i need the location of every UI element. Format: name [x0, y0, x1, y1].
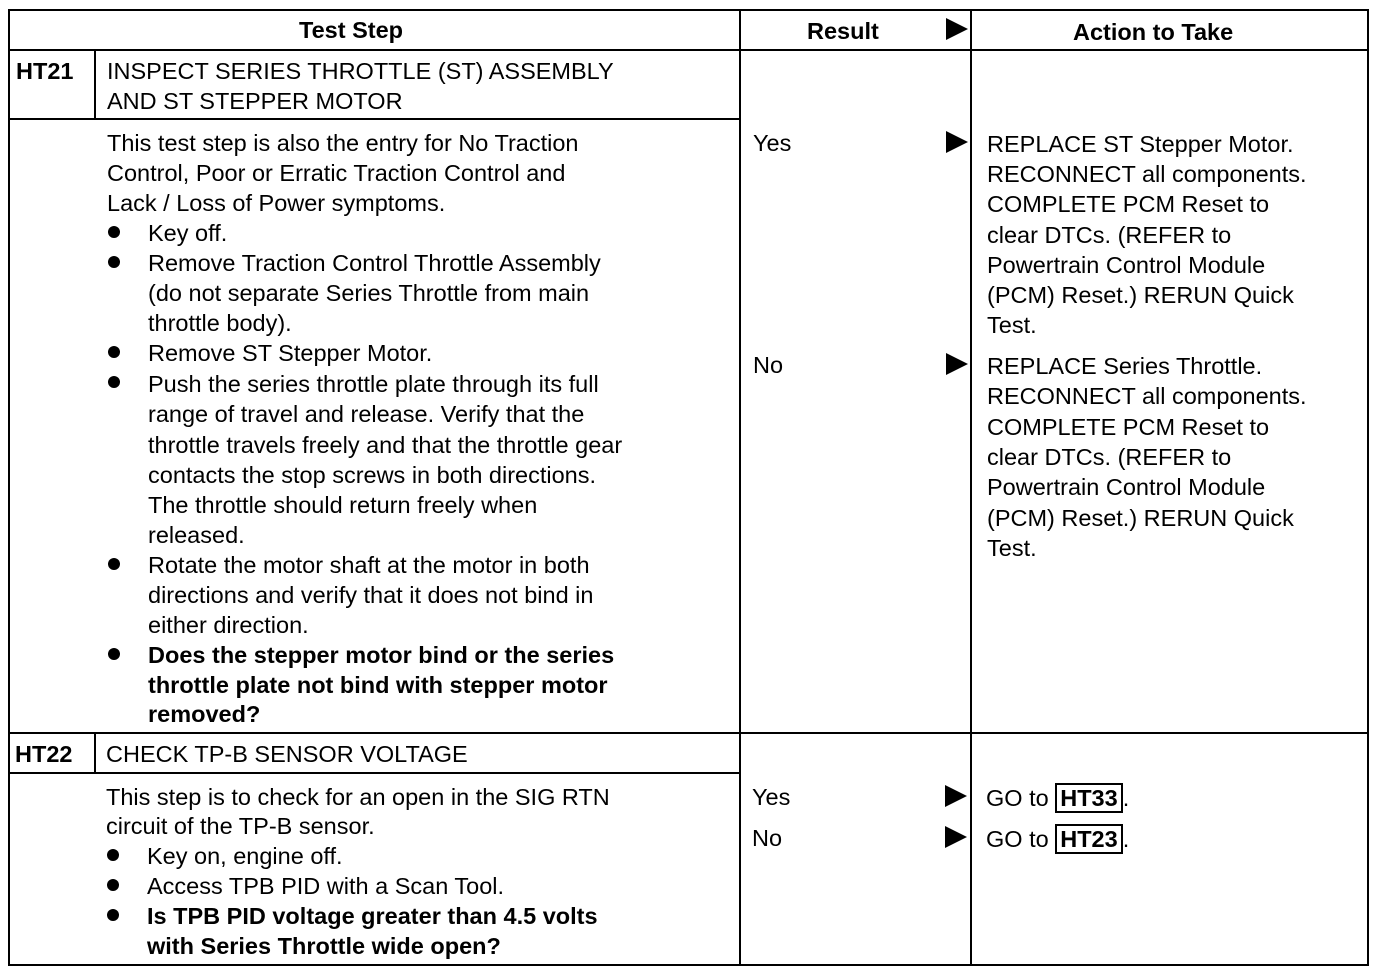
ht21-no-action-line-6: (PCM) Reset.) RERUN Quick: [987, 505, 1294, 531]
ht21-yes-action-line-1: REPLACE ST Stepper Motor.: [987, 131, 1294, 157]
rule-left: [8, 9, 10, 966]
link-ht33[interactable]: HT33: [1055, 783, 1122, 813]
ht21-bullet-4-line-2: range of travel and release. Verify that the: [148, 401, 585, 427]
ht21-question-line-3: removed?: [148, 701, 261, 727]
rule-result-left: [739, 9, 741, 966]
rule-header-bottom: [8, 49, 1369, 51]
ht21-no-action-line-7: Test.: [987, 535, 1037, 561]
ht21-bullet-2-line-1: Remove Traction Control Throttle Assembly: [148, 250, 601, 276]
ht21-yes-action-line-3: COMPLETE PCM Reset to: [987, 191, 1270, 217]
ht22-bullet-2-line-1: Access TPB PID with a Scan Tool.: [147, 873, 505, 899]
ht21-intro-line-2: Control, Poor or Erratic Traction Control and: [107, 160, 566, 186]
bullet-icon: [108, 226, 120, 238]
ht21-yes-action-line-6: (PCM) Reset.) RERUN Quick: [987, 282, 1294, 308]
header-arrow-icon: [946, 18, 968, 40]
rule-top: [8, 9, 1369, 11]
ht22-step-id: HT22: [15, 741, 73, 767]
ht21-yes-action-line-4: clear DTCs. (REFER to: [987, 222, 1232, 248]
ht22-intro-line-1: This step is to check for an open in the SIG RTN: [106, 784, 610, 810]
ht21-bullet-3-line-1: Remove ST Stepper Motor.: [148, 340, 433, 366]
bullet-icon: [108, 376, 120, 388]
rule-ht21-bottom: [8, 732, 1369, 734]
ht21-bullet-5-line-1: Rotate the motor shaft at the motor in both: [148, 552, 590, 578]
ht21-no-action-line-5: Powertrain Control Module: [987, 474, 1266, 500]
ht22-title: CHECK TP-B SENSOR VOLTAGE: [106, 741, 468, 767]
ht21-no-action-line-2: RECONNECT all components.: [987, 383, 1307, 409]
ht21-result-no: No: [753, 352, 784, 378]
ht21-no-action-line-3: COMPLETE PCM Reset to: [987, 414, 1270, 440]
ht21-bullet-2-line-2: (do not separate Series Throttle from main: [148, 280, 590, 306]
ht21-intro-line-3: Lack / Loss of Power symptoms.: [107, 190, 446, 216]
ht22-yes-action-suffix: .: [1122, 785, 1130, 811]
ht22-no-action-prefix: GO to: [986, 826, 1049, 852]
header-test-step: Test Step: [299, 17, 404, 43]
header-result: Result: [807, 18, 879, 44]
rule-id-col-ht21: [94, 49, 96, 119]
result-arrow-icon: [945, 826, 967, 848]
ht22-yes-action-prefix: GO to: [986, 785, 1049, 811]
bullet-icon: [108, 346, 120, 358]
ht21-bullet-1-line-1: Key off.: [148, 220, 228, 246]
result-arrow-icon: [946, 353, 968, 375]
ht22-question-line-2: with Series Throttle wide open?: [147, 933, 501, 959]
result-arrow-icon: [945, 785, 967, 807]
ht22-intro-line-2: circuit of the TP-B sensor.: [106, 813, 375, 839]
ht21-intro-line-1: This test step is also the entry for No Traction: [107, 130, 579, 156]
rule-ht21-title: [8, 118, 739, 120]
bullet-icon: [108, 256, 120, 268]
ht22-bullet-1-line-1: Key on, engine off.: [147, 843, 343, 869]
ht21-title-line-1: INSPECT SERIES THROTTLE (ST) ASSEMBLY: [107, 58, 614, 84]
ht22-yes-action: [986, 783, 1129, 813]
ht21-no-action-line-1: REPLACE Series Throttle.: [987, 353, 1263, 379]
ht21-bullet-2-line-3: throttle body).: [148, 310, 292, 336]
rule-bottom: [8, 964, 1369, 966]
ht22-result-no: No: [752, 825, 783, 851]
ht22-no-action: [986, 824, 1129, 854]
result-arrow-icon: [946, 131, 968, 153]
ht21-bullet-5-line-3: either direction.: [148, 612, 309, 638]
ht21-question-line-2: throttle plate not bind with stepper motor: [148, 672, 608, 698]
ht22-question-line-1: Is TPB PID voltage greater than 4.5 volts: [147, 903, 598, 929]
ht21-bullet-4-line-4: contacts the stop screws in both directions.: [148, 462, 597, 488]
bullet-icon: [107, 849, 119, 861]
link-ht23[interactable]: HT23: [1055, 824, 1122, 854]
ht21-yes-action-line-5: Powertrain Control Module: [987, 252, 1266, 278]
bullet-icon: [107, 909, 119, 921]
rule-id-col-ht22: [94, 732, 96, 773]
ht21-bullet-4-line-5: The throttle should return freely when: [148, 492, 538, 518]
ht21-bullet-4-line-3: throttle travels freely and that the throttle gear: [148, 432, 623, 458]
bullet-icon: [108, 558, 120, 570]
ht21-title-line-2: AND ST STEPPER MOTOR: [107, 88, 403, 114]
header-action: Action to Take: [1073, 19, 1234, 45]
ht21-no-action-line-4: clear DTCs. (REFER to: [987, 444, 1232, 470]
ht22-result-yes: Yes: [752, 784, 791, 810]
bullet-icon: [107, 879, 119, 891]
ht21-bullet-4-line-6: released.: [148, 522, 245, 548]
rule-right: [1367, 9, 1369, 966]
ht21-question-line-1: Does the stepper motor bind or the series: [148, 642, 615, 668]
ht21-yes-action-line-2: RECONNECT all components.: [987, 161, 1307, 187]
ht21-result-yes: Yes: [753, 130, 792, 156]
ht21-bullet-5-line-2: directions and verify that it does not bind in: [148, 582, 594, 608]
bullet-icon: [108, 648, 120, 660]
ht21-yes-action-line-7: Test.: [987, 312, 1037, 338]
rule-action-left: [970, 9, 972, 966]
rule-ht22-title: [8, 772, 739, 774]
ht22-no-action-suffix: .: [1122, 826, 1130, 852]
ht21-step-id: HT21: [16, 58, 74, 84]
ht21-bullet-4-line-1: Push the series throttle plate through its full: [148, 371, 599, 397]
